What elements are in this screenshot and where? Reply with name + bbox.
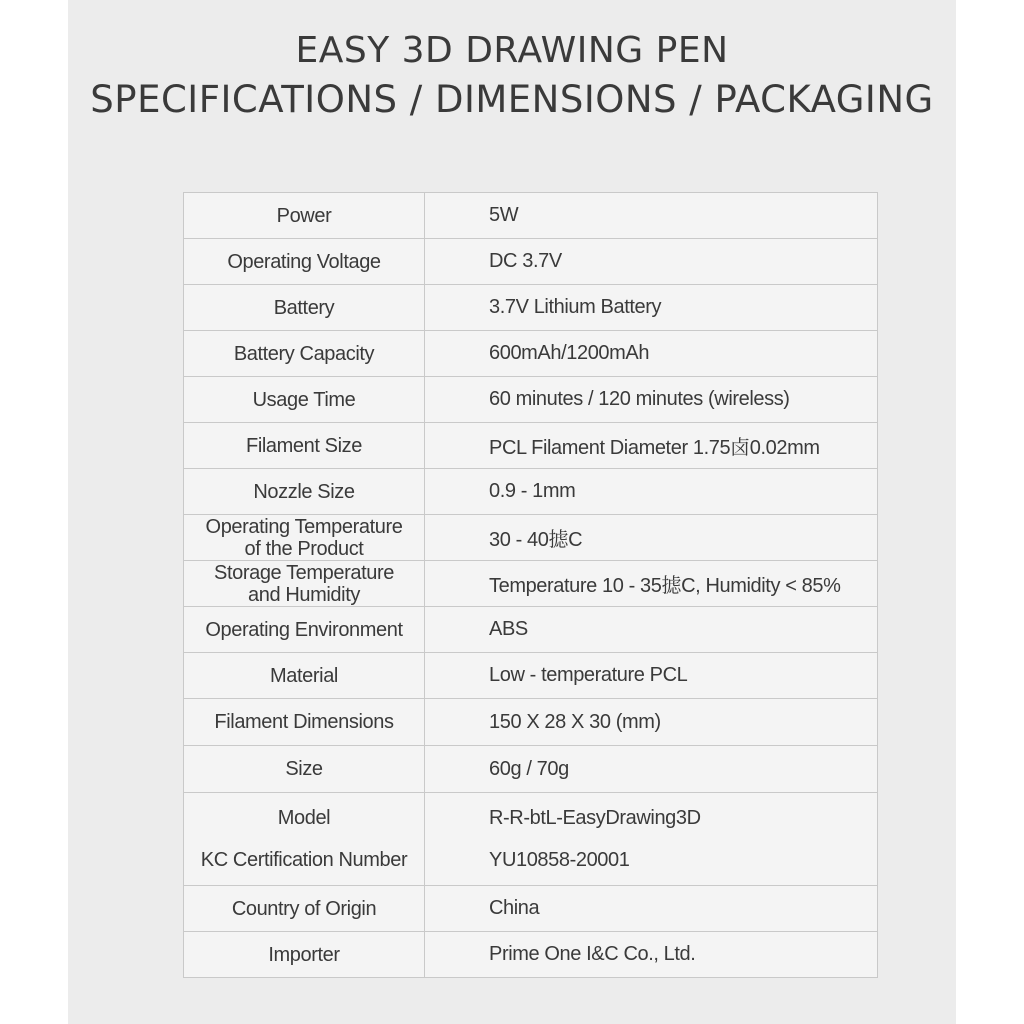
table-row — [184, 653, 878, 699]
spec-label-pair — [184, 793, 425, 886]
spec-value: 3.7V Lithium Battery — [425, 285, 878, 331]
spec-label: Filament Size — [184, 423, 425, 469]
spec-label: Operating Voltage — [184, 239, 425, 285]
spec-label: Importer — [184, 932, 425, 978]
table-row — [184, 423, 878, 469]
table-row — [184, 469, 878, 515]
table-row — [184, 515, 878, 561]
spec-label: Model — [277, 807, 331, 829]
spec-label: Battery Capacity — [184, 331, 425, 377]
spec-label: Battery — [184, 285, 425, 331]
spec-value: ABS — [425, 607, 878, 653]
spec-value: 600mAh/1200mAh — [425, 331, 878, 377]
spec-label: Filament Dimensions — [184, 699, 425, 746]
spec-value-pair — [425, 793, 878, 886]
table-row — [184, 886, 878, 932]
spec-label: Material — [184, 653, 425, 699]
spec-value: Temperature 10 - 35摅C, Humidity < 85% — [425, 561, 878, 607]
spec-value: Low - temperature PCL — [425, 653, 878, 699]
table-row — [184, 746, 878, 793]
table-row — [184, 377, 878, 423]
spec-value: 150 X 28 X 30 (mm) — [425, 699, 878, 746]
table-row — [184, 561, 878, 607]
spec-label: Usage Time — [184, 377, 425, 423]
spec-label-line1: Operating Temperature — [205, 515, 403, 538]
table-row — [184, 285, 878, 331]
page-title-line1: EASY 3D DRAWING PEN — [295, 30, 729, 71]
spec-table — [183, 192, 878, 978]
spec-value: PCL Filament Diameter 1.75卤0.02mm — [425, 423, 878, 469]
spec-value: YU10858-20001 — [489, 849, 630, 871]
spec-value: 60g / 70g — [425, 746, 878, 793]
spec-label-line1: Storage Temperature — [214, 561, 394, 584]
spec-value: China — [425, 886, 878, 932]
table-row — [184, 699, 878, 746]
spec-value: 30 - 40摅C — [425, 515, 878, 561]
spec-label-line2: of the Product — [244, 537, 364, 560]
spec-label: Size — [184, 746, 425, 793]
page-title-line2: SPECIFICATIONS / DIMENSIONS / PACKAGING — [90, 78, 934, 121]
spec-label: Power — [184, 193, 425, 239]
spec-label: Country of Origin — [184, 886, 425, 932]
table-row — [184, 932, 878, 978]
table-row — [184, 239, 878, 285]
spec-value: 60 minutes / 120 minutes (wireless) — [425, 377, 878, 423]
table-row — [184, 331, 878, 377]
spec-label — [184, 561, 425, 607]
spec-value: Prime One I&C Co., Ltd. — [425, 932, 878, 978]
table-row — [184, 193, 878, 239]
table-row — [184, 607, 878, 653]
table-row-merged — [184, 793, 878, 886]
spec-label: Nozzle Size — [184, 469, 425, 515]
spec-value: DC 3.7V — [425, 239, 878, 285]
spec-value: R-R-btL-EasyDrawing3D — [489, 807, 701, 829]
spec-value: 5W — [425, 193, 878, 239]
spec-label — [184, 515, 425, 561]
spec-value: 0.9 - 1mm — [425, 469, 878, 515]
spec-label-line2: and Humidity — [248, 583, 360, 606]
spec-label: KC Certification Number — [200, 849, 408, 871]
spec-label: Operating Environment — [184, 607, 425, 653]
